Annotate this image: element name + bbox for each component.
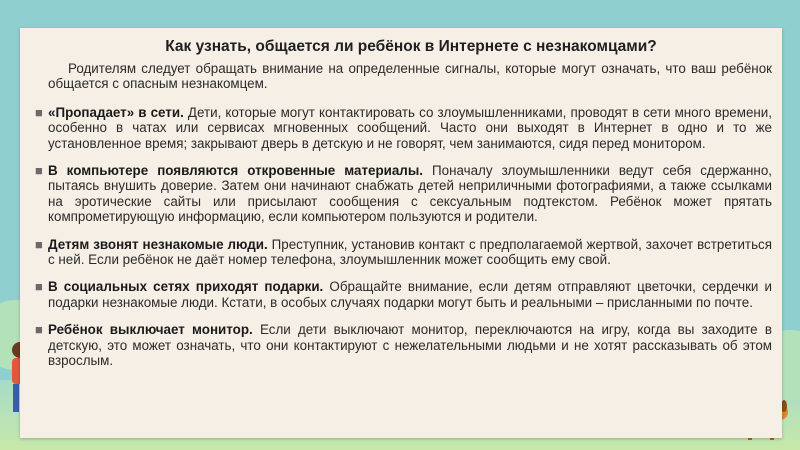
item-heading: В социальных сетях приходят подарки.: [48, 279, 324, 295]
list-item: [35, 163, 772, 225]
item-text: Обращайте внимание, если детям отправляют цветочки, сердечки и подарки незнакомые люди. Кстати, в особых случаях подарки могут быть и реальными – присланными по почте.: [48, 279, 772, 310]
content-card: [20, 28, 782, 438]
item-heading: «Пропадает» в сети.: [48, 104, 184, 120]
list-item: [35, 322, 772, 369]
list-item: [35, 236, 772, 268]
item-text: Дети, которые могут контактировать со злоумышленниками, проводят в сети много времени, особенно в чатах или сервисах мгновенных сообщений. Часто они выходят в Интернет в одно и то же установленное время; закрывают дверь в детскую и не говорят, чем занимаются, сидя перед монитором.: [48, 104, 773, 151]
page-title: Как узнать, общается ли ребёнок в Интернете с незнакомцами?: [165, 38, 657, 55]
item-text: Поначалу злоумышленники ведут себя сдержанно, пытаясь внушить доверие. Затем они начинают снабжать детей неприличными фотографиями, а также ссылками на эротические сайты или присылают сообщения с сексуальным подтекстом. Ребёнок может прятать компрометирующую информацию, если компьютером пользуются и родители.: [48, 163, 772, 225]
list-item: [35, 279, 772, 310]
list-item: [35, 104, 773, 151]
bullet-icon: ■: [35, 163, 43, 179]
bullet-icon: ■: [35, 236, 43, 252]
bullet-icon: ■: [35, 279, 43, 295]
signals-list: [35, 104, 773, 369]
bullet-icon: ■: [35, 322, 43, 338]
bullet-icon: ■: [35, 104, 43, 120]
item-heading: В компьютере появляются откровенные материалы.: [48, 163, 423, 179]
content-body: [35, 61, 773, 381]
item-text: Если дети выключают монитор, переключаются на игру, когда вы заходите в детскую, это может означать, что они контактируют с нежелательными людьми и не хотят рассказывать об этом взрослым.: [48, 322, 772, 369]
intro-paragraph: Родителям следует обращать внимание на определенные сигналы, которые могут означать, что ваш ребёнок общается с опасным незнакомцем.: [48, 61, 772, 92]
item-text: Преступник, установив контакт с предполагаемой жертвой, захочет встретиться с ней. Если ребёнок не даёт номер телефона, злоумышленник может сообщить ему свой.: [48, 236, 772, 268]
item-heading: Детям звонят незнакомые люди.: [48, 236, 268, 252]
item-heading: Ребёнок выключает монитор.: [48, 322, 253, 338]
